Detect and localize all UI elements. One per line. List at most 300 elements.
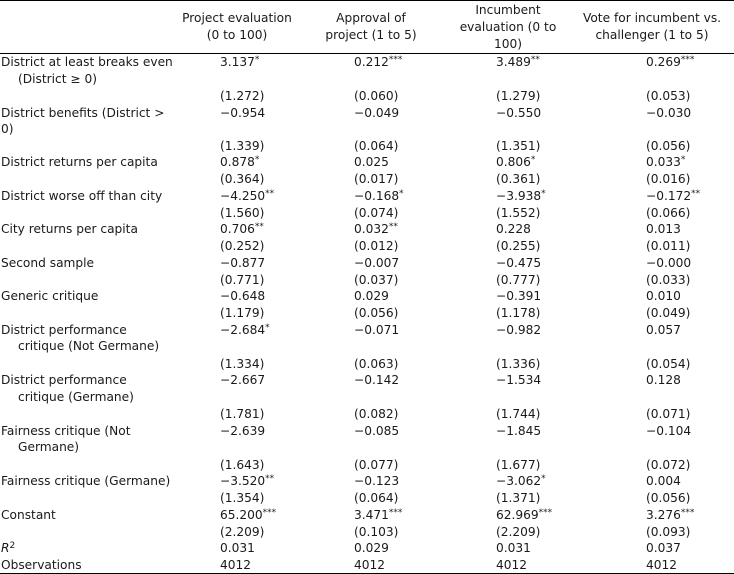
coefficient-number: 0.057 — [646, 322, 681, 337]
row-label-empty — [0, 272, 178, 289]
significance-stars: *** — [388, 55, 403, 65]
coefficient-cell — [296, 507, 446, 524]
standard-error-cell — [446, 88, 570, 105]
significance-stars: * — [399, 188, 404, 199]
row-label-line: District performance — [1, 373, 127, 387]
standard-error-value: (0.077) — [354, 457, 399, 472]
coefficient-value — [220, 54, 259, 71]
coefficient-number: 0.004 — [646, 474, 681, 488]
r-squared-cell — [570, 540, 734, 557]
coefficient-value — [220, 221, 264, 238]
significance-stars: ** — [530, 55, 540, 65]
standard-error-value: (1.371) — [496, 491, 541, 505]
coefficient-value — [496, 154, 535, 171]
standard-error-row — [0, 171, 734, 188]
coefficient-number: −3.520 — [220, 474, 266, 488]
standard-error-value: (1.354) — [220, 491, 265, 505]
coefficient-number: −0.550 — [496, 105, 542, 120]
coefficient-number: 0.029 — [354, 289, 389, 303]
coefficient-cell — [296, 372, 446, 406]
coefficient-number: 0.025 — [354, 155, 389, 169]
coefficient-number: −0.142 — [354, 373, 400, 387]
standard-error-cell — [296, 457, 446, 474]
standard-error-cell — [178, 524, 296, 541]
coefficient-cell — [446, 322, 570, 356]
significance-stars: * — [265, 322, 270, 333]
standard-error-value: (0.016) — [646, 172, 691, 186]
coefficient-cell — [446, 507, 570, 524]
standard-error-cell — [446, 457, 570, 474]
row-label — [0, 423, 178, 457]
coefficient-value — [354, 221, 398, 238]
coefficient-cell — [446, 188, 570, 205]
standard-error-value: (0.056) — [646, 491, 691, 505]
standard-error-cell — [178, 305, 296, 322]
standard-error-value: (0.053) — [646, 89, 691, 103]
coefficient-number: 0.212 — [354, 55, 389, 69]
standard-error-cell — [570, 272, 734, 289]
coefficient-number: −0.000 — [646, 255, 692, 270]
standard-error-value: (0.011) — [646, 239, 691, 253]
coefficient-cell — [446, 54, 570, 89]
coefficient-value — [354, 105, 399, 122]
coefficient-cell — [296, 105, 446, 138]
r-squared-row — [0, 540, 734, 557]
standard-error-value: (1.677) — [496, 457, 541, 472]
coefficient-number: 3.489 — [496, 55, 531, 69]
coefficient-value — [496, 105, 541, 122]
coefficient-cell — [296, 154, 446, 171]
coefficient-number: −0.391 — [496, 289, 542, 303]
standard-error-value: (0.072) — [646, 457, 691, 472]
row-label-empty — [0, 171, 178, 188]
coefficient-value — [496, 473, 546, 490]
standard-error-value: (0.082) — [354, 407, 399, 421]
coefficient-cell — [178, 105, 296, 138]
standard-error-value: (1.279) — [496, 89, 541, 103]
coefficient-cell — [570, 54, 734, 89]
observations-value: 4012 — [220, 557, 252, 572]
row-label — [0, 105, 178, 138]
significance-stars: ** — [254, 222, 264, 232]
standard-error-cell — [570, 305, 734, 322]
row-label-empty — [0, 356, 178, 373]
significance-stars: * — [254, 155, 260, 165]
coefficient-value — [354, 507, 402, 524]
standard-error-cell — [178, 238, 296, 255]
coefficient-cell — [446, 105, 570, 138]
r-squared-symbol: R — [1, 541, 10, 555]
stub-header — [0, 1, 178, 54]
coefficient-cell — [570, 372, 734, 406]
row-label-line: Constant — [1, 507, 56, 522]
standard-error-cell — [178, 272, 296, 289]
standard-error-cell — [570, 406, 734, 423]
coefficient-cell — [178, 372, 296, 406]
coefficient-cell — [178, 288, 296, 305]
standard-error-value: (0.064) — [354, 138, 399, 153]
standard-error-cell — [570, 490, 734, 507]
standard-error-cell — [178, 457, 296, 474]
standard-error-value: (0.093) — [646, 524, 691, 539]
coefficient-cell — [178, 154, 296, 171]
standard-error-cell — [446, 171, 570, 188]
coefficient-cell — [446, 473, 570, 490]
coefficient-cell — [446, 154, 570, 171]
coefficient-value — [220, 255, 265, 272]
coefficient-number: 0.706 — [220, 222, 255, 236]
row-label-line: District at least breaks even — [1, 55, 173, 69]
standard-error-value: (0.060) — [354, 89, 399, 103]
coefficient-value — [646, 154, 685, 171]
coefficient-row — [0, 105, 734, 138]
significance-stars: *** — [262, 507, 277, 518]
coefficient-value — [220, 188, 274, 205]
row-label-line: Fairness critique (Not — [1, 423, 131, 438]
standard-error-value: (1.334) — [220, 356, 265, 371]
row-label — [0, 288, 178, 305]
coefficient-value — [220, 507, 276, 524]
coefficient-cell — [178, 423, 296, 457]
coefficient-number: −3.062 — [496, 474, 542, 488]
coefficient-value — [646, 54, 694, 71]
standard-error-row — [0, 490, 734, 507]
coefficient-number: 3.471 — [354, 507, 389, 522]
coefficient-cell — [178, 507, 296, 524]
standard-error-value: (0.033) — [646, 272, 691, 287]
coefficient-number: −0.172 — [646, 188, 692, 203]
coefficient-number: 0.228 — [496, 222, 531, 236]
coefficient-cell — [296, 221, 446, 238]
coefficient-number: −2.684 — [220, 322, 266, 337]
significance-stars: ** — [388, 222, 398, 232]
standard-error-cell — [296, 88, 446, 105]
observations-row — [0, 557, 734, 574]
coefficient-number: 0.128 — [646, 373, 681, 387]
standard-error-cell — [446, 356, 570, 373]
column-header-2: Approval of project (1 to 5) — [296, 1, 446, 54]
significance-stars: * — [530, 155, 536, 165]
coefficient-value — [496, 54, 540, 71]
coefficient-number: 0.013 — [646, 222, 681, 236]
coefficient-number: −0.030 — [646, 105, 692, 120]
coefficient-value — [220, 322, 270, 339]
coefficient-number: −0.982 — [496, 322, 542, 337]
coefficient-number: 0.032 — [354, 222, 389, 236]
coefficient-cell — [178, 221, 296, 238]
standard-error-value: (0.361) — [496, 172, 541, 186]
row-label — [0, 188, 178, 205]
row-label-line: Second sample — [1, 255, 95, 270]
coefficient-number: 0.269 — [646, 55, 681, 69]
coefficient-row — [0, 322, 734, 356]
standard-error-value: (0.103) — [354, 524, 399, 539]
coefficient-number: 62.969 — [496, 507, 539, 522]
coefficient-cell — [178, 54, 296, 89]
coefficient-row — [0, 188, 734, 205]
row-label-line: Generic critique — [1, 289, 99, 303]
observations-value: 4012 — [496, 557, 528, 572]
standard-error-value: (1.552) — [496, 205, 541, 220]
coefficient-number: −0.085 — [354, 423, 400, 438]
standard-error-value: (2.209) — [220, 524, 265, 539]
standard-error-cell — [296, 406, 446, 423]
significance-stars: * — [254, 55, 260, 65]
column-header-3: Incumbent evaluation (0 to 100) — [446, 1, 570, 54]
r-squared-cell — [446, 540, 570, 557]
row-label-line: critique (Germane) — [18, 389, 134, 404]
standard-error-row — [0, 272, 734, 289]
standard-error-value: (1.178) — [496, 306, 541, 320]
standard-error-cell — [296, 524, 446, 541]
coefficient-cell — [570, 154, 734, 171]
coefficient-cell — [570, 105, 734, 138]
column-header-4: Vote for incumbent vs. challenger (1 to 5) — [570, 1, 734, 54]
coefficient-number: −0.007 — [354, 255, 400, 270]
standard-error-cell — [296, 205, 446, 222]
standard-error-value: (1.643) — [220, 457, 265, 472]
coefficient-number: 3.276 — [646, 507, 681, 522]
coefficient-value — [496, 221, 531, 238]
standard-error-cell — [570, 138, 734, 155]
coefficient-cell — [446, 372, 570, 406]
coefficient-cell — [570, 221, 734, 238]
standard-error-cell — [296, 272, 446, 289]
standard-error-row — [0, 88, 734, 105]
coefficient-cell — [570, 188, 734, 205]
standard-error-cell — [296, 171, 446, 188]
standard-error-value: (1.339) — [220, 138, 265, 153]
standard-error-cell — [178, 171, 296, 188]
coefficient-number: 0.806 — [496, 155, 531, 169]
standard-error-value: (1.179) — [220, 306, 265, 320]
coefficient-value — [496, 372, 541, 389]
coefficient-cell — [296, 188, 446, 205]
coefficient-number: −0.049 — [354, 105, 400, 120]
r-squared-value: 0.029 — [354, 541, 389, 555]
coefficient-number: −1.534 — [496, 373, 542, 387]
coefficient-row — [0, 288, 734, 305]
standard-error-value: (0.771) — [220, 272, 265, 287]
standard-error-value: (0.037) — [354, 272, 399, 287]
standard-error-value: (0.064) — [354, 491, 399, 505]
standard-error-cell — [446, 272, 570, 289]
row-label-line: District worse off than city — [1, 188, 163, 203]
row-label-empty — [0, 205, 178, 222]
standard-error-value: (0.017) — [354, 172, 399, 186]
coefficient-value — [646, 372, 681, 389]
coefficient-number: −1.845 — [496, 423, 542, 438]
coefficient-value — [646, 322, 681, 339]
coefficient-value — [354, 473, 399, 490]
coefficient-number: −0.104 — [646, 423, 692, 438]
coefficient-cell — [570, 423, 734, 457]
standard-error-value: (1.336) — [496, 356, 541, 371]
coefficient-value — [646, 221, 681, 238]
standard-error-cell — [296, 356, 446, 373]
coefficient-value — [220, 288, 265, 305]
coefficient-value — [220, 423, 265, 440]
row-label-empty — [0, 490, 178, 507]
coefficient-value — [646, 288, 681, 305]
coefficient-value — [496, 423, 541, 440]
standard-error-cell — [178, 138, 296, 155]
coefficient-number: 65.200 — [220, 507, 263, 522]
standard-error-value: (1.744) — [496, 407, 541, 421]
standard-error-value: (1.272) — [220, 89, 265, 103]
standard-error-row — [0, 138, 734, 155]
row-label — [0, 473, 178, 490]
r-squared-label — [0, 540, 178, 557]
coefficient-value — [496, 507, 552, 524]
coefficient-number: −0.648 — [220, 289, 266, 303]
observations-label: Observations — [0, 557, 178, 574]
coefficient-cell — [570, 507, 734, 524]
coefficient-number: 3.137 — [220, 55, 255, 69]
coefficient-value — [496, 322, 541, 339]
standard-error-value: (0.255) — [496, 239, 541, 253]
row-label-empty — [0, 88, 178, 105]
standard-error-value: (0.049) — [646, 306, 691, 320]
significance-stars: * — [541, 188, 546, 199]
coefficient-cell — [178, 188, 296, 205]
row-label-line: critique (Not Germane) — [18, 339, 160, 353]
row-label-line: Germane) — [18, 440, 80, 454]
standard-error-value: (1.781) — [220, 407, 265, 421]
row-label-empty — [0, 138, 178, 155]
standard-error-cell — [296, 490, 446, 507]
row-label — [0, 54, 178, 89]
coefficient-number: −0.877 — [220, 255, 266, 270]
r-squared-value: 0.037 — [646, 541, 681, 555]
significance-stars: *** — [388, 507, 403, 518]
standard-error-cell — [570, 524, 734, 541]
coefficient-row — [0, 154, 734, 171]
row-label-line: Fairness critique (Germane) — [1, 474, 171, 488]
row-label-line: District returns per capita — [1, 155, 158, 169]
coefficient-row — [0, 372, 734, 406]
standard-error-cell — [446, 305, 570, 322]
standard-error-value: (0.012) — [354, 239, 399, 253]
coefficient-cell — [296, 54, 446, 89]
standard-error-row — [0, 457, 734, 474]
coefficient-cell — [178, 255, 296, 272]
coefficient-cell — [446, 221, 570, 238]
column-header-1: Project evaluation (0 to 100) — [178, 1, 296, 54]
standard-error-cell — [178, 406, 296, 423]
row-label — [0, 372, 178, 406]
row-label-line: District benefits (District > 0) — [1, 105, 165, 136]
coefficient-cell — [296, 288, 446, 305]
standard-error-value: (0.066) — [646, 205, 691, 220]
standard-error-cell — [446, 205, 570, 222]
standard-error-cell — [570, 205, 734, 222]
coefficient-value — [220, 105, 265, 122]
row-label — [0, 221, 178, 238]
coefficient-cell — [570, 322, 734, 356]
coefficient-value — [354, 322, 399, 339]
coefficient-number: 0.010 — [646, 289, 681, 303]
standard-error-row — [0, 305, 734, 322]
standard-error-value: (0.054) — [646, 356, 691, 371]
standard-error-value: (0.777) — [496, 272, 541, 287]
row-label-line: District performance — [1, 322, 127, 337]
significance-stars: * — [541, 474, 546, 484]
standard-error-value: (1.560) — [220, 205, 265, 220]
coefficient-number: −2.639 — [220, 423, 266, 438]
observations-cell — [446, 557, 570, 574]
coefficient-value — [354, 423, 399, 440]
standard-error-cell — [178, 356, 296, 373]
standard-error-value: (0.071) — [646, 407, 691, 421]
coefficient-cell — [296, 423, 446, 457]
coefficient-number: −3.938 — [496, 188, 542, 203]
standard-error-value: (2.209) — [496, 524, 541, 539]
coefficient-number: 0.033 — [646, 155, 681, 169]
coefficient-value — [354, 372, 399, 389]
standard-error-row — [0, 524, 734, 541]
standard-error-value: (0.074) — [354, 205, 399, 220]
standard-error-cell — [570, 356, 734, 373]
coefficient-value — [646, 473, 681, 490]
row-label-empty — [0, 524, 178, 541]
coefficient-number: −4.250 — [220, 188, 266, 203]
row-label-empty — [0, 406, 178, 423]
coefficient-row — [0, 54, 734, 89]
coefficient-row — [0, 221, 734, 238]
standard-error-cell — [570, 238, 734, 255]
standard-error-cell — [178, 88, 296, 105]
standard-error-cell — [446, 406, 570, 423]
standard-error-cell — [296, 305, 446, 322]
standard-error-cell — [570, 457, 734, 474]
coefficient-row — [0, 255, 734, 272]
r-squared-value: 0.031 — [496, 541, 531, 555]
coefficient-cell — [178, 473, 296, 490]
row-label-empty — [0, 457, 178, 474]
coefficient-cell — [570, 255, 734, 272]
coefficient-cell — [570, 288, 734, 305]
row-label-empty — [0, 305, 178, 322]
significance-stars: ** — [691, 188, 701, 199]
standard-error-value: (0.056) — [646, 138, 691, 153]
significance-stars: ** — [265, 474, 275, 484]
coefficient-cell — [446, 423, 570, 457]
row-label — [0, 322, 178, 356]
observations-value: 4012 — [354, 557, 386, 572]
r-squared-cell — [296, 540, 446, 557]
table-body — [0, 54, 734, 574]
standard-error-value: (1.351) — [496, 138, 541, 153]
header-row — [0, 1, 734, 54]
coefficient-number: −0.123 — [354, 474, 400, 488]
coefficient-value — [220, 154, 259, 171]
coefficient-number: 0.878 — [220, 155, 255, 169]
standard-error-cell — [446, 524, 570, 541]
coefficient-value — [646, 105, 691, 122]
standard-error-row — [0, 406, 734, 423]
standard-error-cell — [296, 138, 446, 155]
observations-cell — [570, 557, 734, 574]
standard-error-value: (0.252) — [220, 239, 265, 253]
coefficient-value — [496, 188, 546, 205]
coefficient-cell — [178, 322, 296, 356]
coefficient-cell — [570, 473, 734, 490]
coefficient-value — [496, 255, 541, 272]
coefficient-value — [220, 473, 274, 490]
coefficient-number: −0.954 — [220, 105, 266, 120]
coefficient-cell — [296, 322, 446, 356]
